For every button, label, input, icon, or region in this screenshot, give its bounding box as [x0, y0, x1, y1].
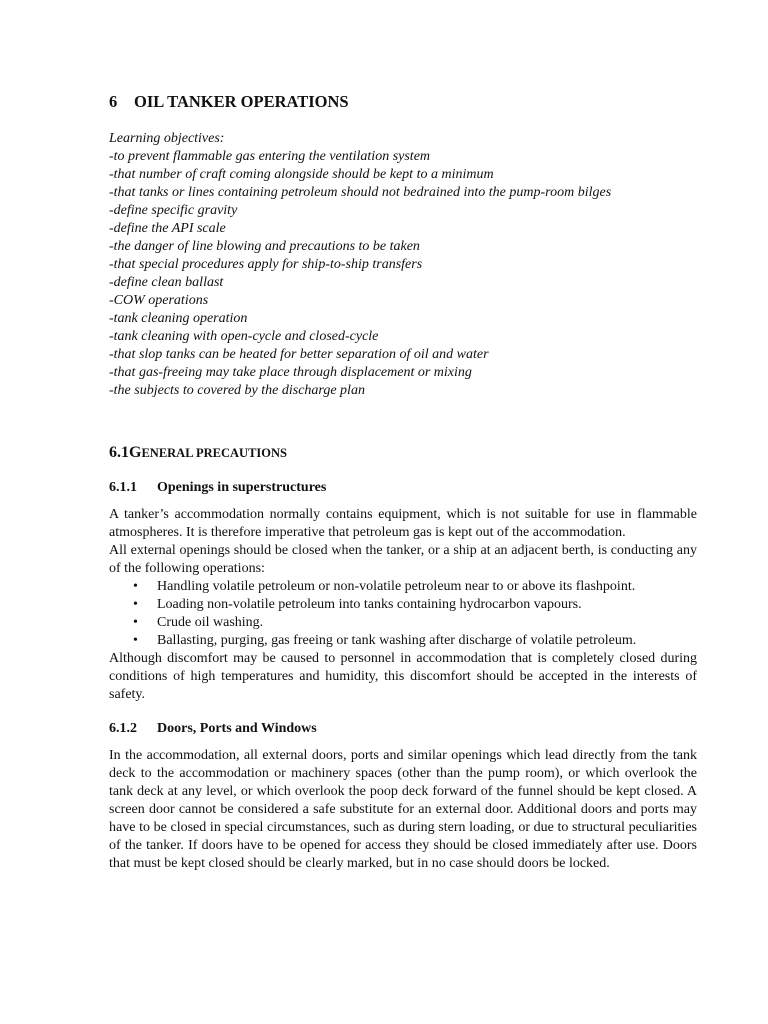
objective-item: -that gas-freeing may take place through displacement or mixing — [109, 365, 472, 380]
objective-item: -define the API scale — [109, 221, 226, 236]
subsection-title-text: Openings in superstructures — [157, 480, 327, 495]
objective-item: -define specific gravity — [109, 203, 238, 218]
bullet-icon: • — [133, 597, 138, 612]
list-item-text: Handling volatile petroleum or non-volatile petroleum near to or above its flashpoint. — [157, 579, 636, 594]
bullet-list — [109, 578, 697, 650]
chapter-number: 6 — [109, 92, 118, 111]
subsection-title-text: Doors, Ports and Windows — [157, 721, 317, 736]
objective-item: -that number of craft coming alongside should be kept to a minimum — [109, 167, 494, 182]
chapter-title-text: OIL TANKER OPERATIONS — [134, 92, 349, 111]
section-title-initial: G — [129, 444, 142, 461]
list-item — [133, 632, 697, 650]
objective-item: -that tanks or lines containing petroleum should not bedrained into the pump-room bilges — [109, 185, 612, 200]
subsection-number: 6.1.1 — [109, 480, 137, 495]
objective-item: -tank cleaning with open-cycle and closed-cycle — [109, 329, 379, 344]
paragraph: In the accommodation, all external doors, ports and similar openings which lead directly from the tank deck to the accommodation or machinery spaces (other than the pump room), or which overlook the tank deck at any level, or which overlook the poop deck forward of the funnel should be kept closed. A screen door cannot be considered a safe substitute for an external door. Additional doors and ports may have to be closed in special circumstances, such as during stern loading, or due to structural peculiarities of the tanker. If doors have to be opened for access they should be closed immediately after use. Doors that must be kept closed should be clearly marked, but in no case should doors be locked. — [109, 748, 697, 871]
bullet-icon: • — [133, 615, 138, 630]
objective-item: -tank cleaning operation — [109, 311, 248, 326]
section-number: 6.1 — [109, 444, 129, 461]
list-item-text: Crude oil washing. — [157, 615, 264, 630]
paragraph: A tanker’s accommodation normally contains equipment, which is not suitable for use in flammable atmospheres. It is therefore imperative that petroleum gas is kept out of the accommodation. — [109, 507, 697, 540]
objective-item: -define clean ballast — [109, 275, 224, 290]
learning-objectives — [109, 130, 697, 400]
objective-item: -the subjects to covered by the discharge plan — [109, 383, 365, 398]
list-item-text: Ballasting, purging, gas freeing or tank washing after discharge of volatile petroleum. — [157, 633, 637, 648]
list-item — [133, 578, 697, 596]
section-title — [109, 443, 697, 463]
paragraph: Although discomfort may be caused to personnel in accommodation that is completely closed during conditions of high temperatures and humidity, this discomfort should be accepted in the interests of safety. — [109, 651, 697, 702]
bullet-icon: • — [133, 633, 138, 648]
subsection-number: 6.1.2 — [109, 721, 137, 736]
paragraph: All external openings should be closed when the tanker, or a ship at an adjacent berth, is conducting any of the following operations: — [109, 543, 697, 576]
objective-item: -that special procedures apply for ship-to-ship transfers — [109, 257, 423, 272]
objective-item: -to prevent flammable gas entering the ventilation system — [109, 149, 431, 164]
bullet-icon: • — [133, 579, 138, 594]
list-item — [133, 596, 697, 614]
subsection-title-openings — [109, 479, 697, 497]
section-title-rest: ENERAL PRECAUTIONS — [141, 446, 287, 460]
list-item-text: Loading non-volatile petroleum into tanks containing hydrocarbon vapours. — [157, 597, 582, 612]
page-content — [109, 92, 697, 873]
objective-item: -COW operations — [109, 293, 209, 308]
objectives-heading: Learning objectives: — [109, 131, 225, 146]
subsection-title-doors — [109, 720, 697, 738]
chapter-title — [109, 92, 697, 112]
list-item — [133, 614, 697, 632]
objective-item: -the danger of line blowing and precautions to be taken — [109, 239, 420, 254]
objective-item: -that slop tanks can be heated for better separation of oil and water — [109, 347, 489, 362]
